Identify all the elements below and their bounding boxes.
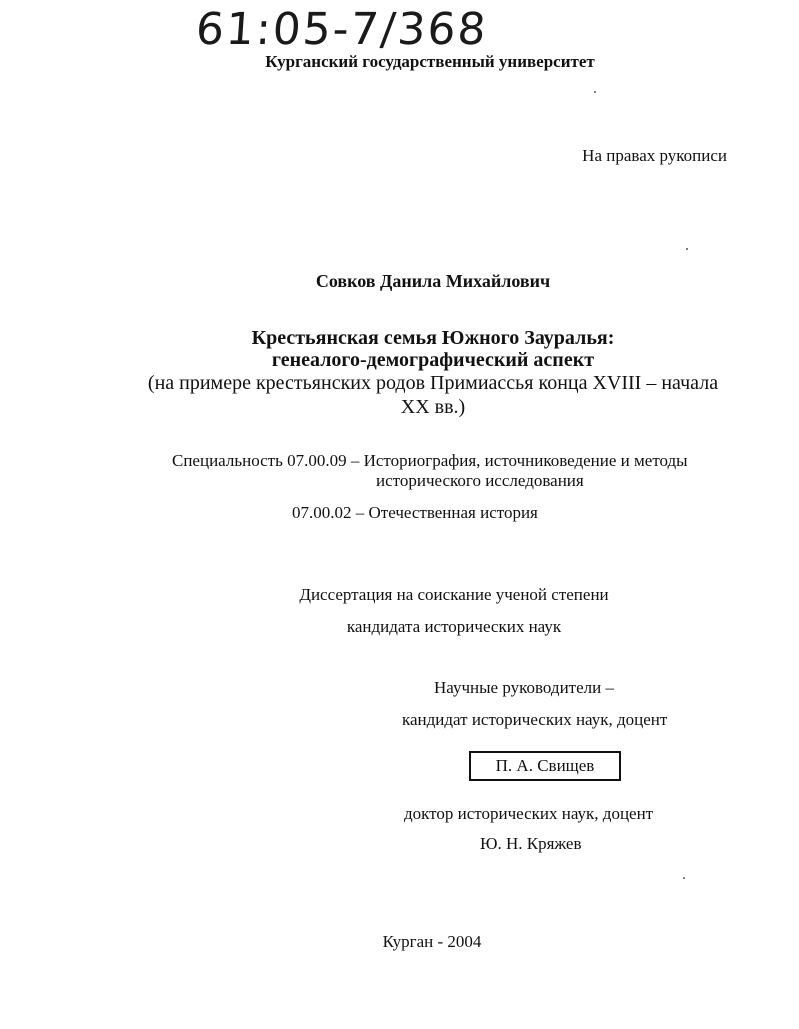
city-year: Курган - 2004 [382, 932, 482, 951]
supervisor-2-degree: доктор исторических наук, доцент [404, 804, 654, 823]
university-name: Курганский государственный университет [265, 52, 595, 71]
scan-speck [686, 248, 688, 250]
handwritten-catalog-number: 61:05-7/368 [194, 4, 490, 55]
supervisor-1-name-box: П. А. Свищев [469, 751, 621, 781]
dissertation-line-1: Диссертация на соискание ученой степени [299, 585, 609, 604]
specialty-line-1-continued: исторического исследования [376, 471, 584, 490]
supervisor-2-name: Ю. Н. Кряжев [480, 834, 582, 853]
title-line-2: генеалого-демографический аспект [271, 349, 595, 371]
subtitle-line-2: XX вв.) [400, 396, 466, 418]
supervisors-heading: Научные руководители – [434, 678, 614, 697]
title-line-1: Крестьянская семья Южного Зауралья: [251, 327, 615, 349]
specialty-line-2: 07.00.02 – Отечественная история [292, 503, 538, 522]
scan-speck [594, 91, 596, 93]
subtitle-line-1: (на примере крестьянских родов Примиассья конца XVIII – начала [147, 372, 719, 394]
dissertation-line-2: кандидата исторических наук [346, 617, 562, 636]
rights-note: На правах рукописи [582, 146, 727, 165]
specialty-line-1: Специальность 07.00.09 – Историография, источниковедение и методы [172, 451, 688, 470]
scan-speck [683, 877, 685, 879]
author-name: Совков Данила Михайлович [315, 271, 551, 291]
supervisor-1-degree: кандидат исторических наук, доцент [402, 710, 668, 729]
